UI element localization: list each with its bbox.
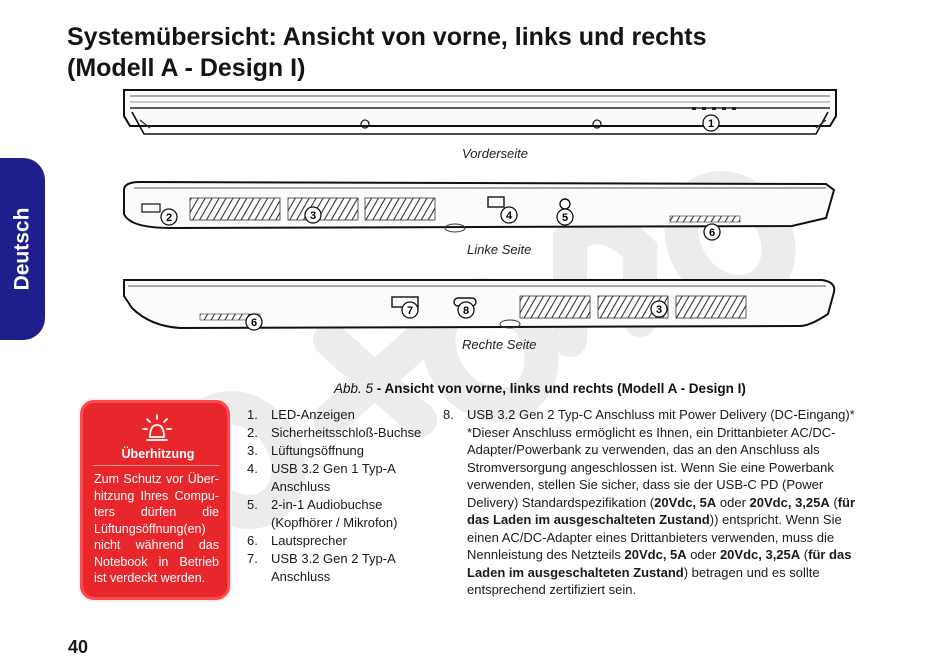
callout-left-3: [305, 207, 321, 223]
component-list-left: [247, 406, 437, 586]
component-list-right: [443, 406, 863, 599]
overheat-icon: [139, 413, 175, 445]
svg-text:6: 6: [708, 227, 716, 239]
page-title-line-2: (Modell A - Design I): [67, 54, 306, 82]
callout-left-4: [501, 207, 517, 223]
list-item: 1. LED-Anzeigen: [247, 407, 355, 422]
language-tab-label: Deutsch: [10, 207, 34, 291]
figure-caption-prefix: Abb. 5: [334, 381, 374, 396]
left-view-caption: Linke Seite: [467, 242, 532, 257]
list-item-8: 8. USB 3.2 Gen 2 Typ-C Anschluss mit Power Delivery (DC-Eingang)* *Dieser Anschluss ermöglicht es Ihnen, ein Drittanbieter AC/DC-Adapter/Powerbank zu verwenden, das an den Anschluss als Stromversorgung angeschlossen ist. Wenn Sie eine Powerbank verwenden, stellen Sie sicher, dass sie der USB-C PD (Power Delivery) Standardspezifikation (20Vdc, 5A oder 20Vdc, 3,25A (für das Laden im ausgeschalteten Zustand)) entspricht. Wenn Sie einen AC/DC-Adapter eines Drittanbieters verwenden, muss die Nennleistung des Netzteils 20Vdc, 5A oder 20Vdc, 3,25A (für das Laden im ausgeschalteten Zustand) betragen und es sollte entsprechend zertifiziert sein.: [443, 407, 856, 597]
svg-text:3: 3: [655, 304, 663, 316]
front-view-caption: Vorderseite: [462, 146, 528, 161]
overheat-warning-box: [80, 400, 230, 600]
page-number: 40: [68, 637, 89, 657]
warning-divider: [93, 465, 219, 466]
figure-caption-text: - Ansicht von vorne, links und rechts (Modell A - Design I): [373, 381, 746, 396]
svg-text:3: 3: [309, 210, 317, 222]
page-title-line-1: Systemübersicht: Ansicht von vorne, links und rechts: [67, 23, 707, 51]
svg-text:1: 1: [707, 118, 715, 130]
warning-title: Überhitzung: [121, 447, 195, 461]
list-item: 4. USB 3.2 Gen 1 Typ-A Anschluss: [247, 461, 396, 494]
callout-left-2: [161, 209, 177, 225]
laptop-diagram: [110, 86, 850, 356]
figure-caption: [334, 381, 746, 396]
callout-right-6: [246, 314, 262, 330]
svg-text:4: 4: [505, 210, 513, 222]
list-item: 7. USB 3.2 Gen 2 Typ-A Anschluss: [247, 551, 396, 584]
right-view: [124, 280, 834, 328]
callout-right-7: [402, 302, 418, 318]
callout-left-5: [557, 209, 573, 225]
callout-right-3: [651, 301, 667, 317]
svg-text:5: 5: [561, 212, 569, 224]
list-item: 2. Sicherheitsschloß-Buchse: [247, 425, 422, 440]
left-view: [124, 182, 834, 232]
item8-title: USB 3.2 Gen 2 Typ-C Anschluss mit Power Delivery (DC-Eingang)*: [467, 407, 855, 422]
svg-text:2: 2: [165, 212, 173, 224]
svg-text:8: 8: [462, 305, 470, 317]
front-view: [124, 90, 836, 134]
callout-left-6: [704, 224, 720, 240]
list-item: 6. Lautsprecher: [247, 533, 347, 548]
page-title: [67, 22, 707, 84]
callout-right-8: [458, 302, 474, 318]
svg-text:7: 7: [406, 305, 414, 317]
warning-text: Zum Schutz vor Über-hitzung Ihres Compu-ters dürfen die Lüftungsöffnung(en) nicht während das Notebook in Betrieb ist verdeckt werden.: [94, 472, 219, 585]
language-tab[interactable]: [0, 158, 45, 340]
list-item: 3. Lüftungsöffnung: [247, 443, 365, 458]
callout-front-1: [703, 115, 719, 131]
svg-text:6: 6: [250, 317, 258, 329]
list-item: 5. 2-in-1 Audiobuchse (Kopfhörer / Mikrofon): [247, 497, 398, 530]
right-view-caption: Rechte Seite: [462, 337, 537, 352]
